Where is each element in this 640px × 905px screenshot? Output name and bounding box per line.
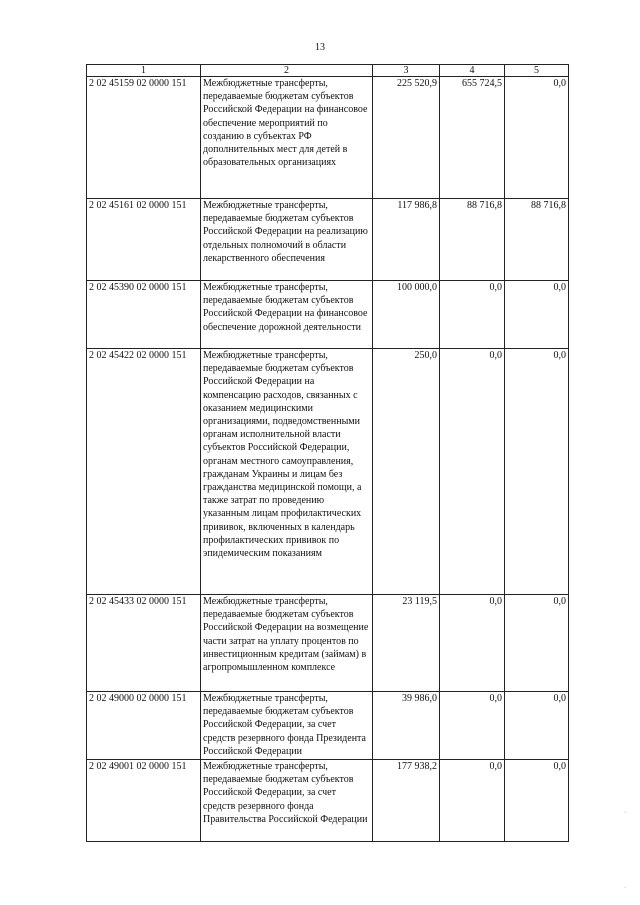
row-description: Межбюджетные трансферты, передаваемые бюджетам субъектов Российской Федерации, за счет средств резервного фонда Президента Российской Федерации: [201, 692, 373, 760]
value-col4: 0,0: [440, 349, 505, 595]
value-col4: 0,0: [440, 281, 505, 349]
value-col4: 655 724,5: [440, 77, 505, 199]
scan-artifact: ·: [624, 885, 626, 891]
column-header: 2: [201, 65, 373, 77]
table-row: [87, 199, 569, 281]
value-col4: 0,0: [440, 760, 505, 842]
value-col5: 0,0: [505, 281, 569, 349]
budget-code: 2 02 49001 02 0000 151: [87, 760, 201, 842]
budget-code: 2 02 45433 02 0000 151: [87, 595, 201, 692]
row-description: Межбюджетные трансферты, передаваемые бюджетам субъектов Российской Федерации на реализацию отдельных полномочий в области лекарственного обеспечения: [201, 199, 373, 281]
budget-code: 2 02 45161 02 0000 151: [87, 199, 201, 281]
value-col3: 39 986,0: [373, 692, 440, 760]
value-col3: 100 000,0: [373, 281, 440, 349]
budget-code: 2 02 49000 02 0000 151: [87, 692, 201, 760]
value-col3: 117 986,8: [373, 199, 440, 281]
value-col3: 23 119,5: [373, 595, 440, 692]
budget-table: [86, 64, 569, 842]
row-description: Межбюджетные трансферты, передаваемые бюджетам субъектов Российской Федерации на финансовое обеспечение дорожной деятельности: [201, 281, 373, 349]
table-row: [87, 281, 569, 349]
value-col4: 88 716,8: [440, 199, 505, 281]
table-row: [87, 692, 569, 760]
column-header: 5: [505, 65, 569, 77]
row-description: Межбюджетные трансферты, передаваемые бюджетам субъектов Российской Федерации на возмещение части затрат на уплату процентов по инвестиционным кредитам (займам) в агропромышленном комплексе: [201, 595, 373, 692]
column-header: 3: [373, 65, 440, 77]
column-header: 1: [87, 65, 201, 77]
row-description: Межбюджетные трансферты, передаваемые бюджетам субъектов Российской Федерации на компенсацию расходов, связанных с оказанием медицинскими организациями, подведомственными органам исполнительной власти субъектов Российской Федерации, органам местного самоуправления, гражданам Украины и лицам без гражданства медицинской помощи, а также затрат по проведению указанным лицам профилактических прививок, включенных в календарь профилактических прививок по эпидемическим показаниям: [201, 349, 373, 595]
value-col3: 225 520,9: [373, 77, 440, 199]
budget-code: 2 02 45159 02 0000 151: [87, 77, 201, 199]
value-col3: 250,0: [373, 349, 440, 595]
value-col5: 0,0: [505, 77, 569, 199]
value-col5: 88 716,8: [505, 199, 569, 281]
scan-artifact: ·: [624, 810, 626, 816]
value-col3: 177 938,2: [373, 760, 440, 842]
value-col5: 0,0: [505, 595, 569, 692]
table-row: [87, 77, 569, 199]
value-col5: 0,0: [505, 692, 569, 760]
value-col4: 0,0: [440, 692, 505, 760]
row-description: Межбюджетные трансферты, передаваемые бюджетам субъектов Российской Федерации на финансовое обеспечение мероприятий по созданию в субъектах РФ дополнительных мест для детей в образовательных организациях: [201, 77, 373, 199]
budget-code: 2 02 45422 02 0000 151: [87, 349, 201, 595]
value-col5: 0,0: [505, 760, 569, 842]
budget-code: 2 02 45390 02 0000 151: [87, 281, 201, 349]
table-row: [87, 760, 569, 842]
value-col4: 0,0: [440, 595, 505, 692]
value-col5: 0,0: [505, 349, 569, 595]
table-row: [87, 349, 569, 595]
page-number: 13: [315, 42, 325, 53]
column-header: 4: [440, 65, 505, 77]
table-row: [87, 595, 569, 692]
row-description: Межбюджетные трансферты, передаваемые бюджетам субъектов Российской Федерации, за счет средств резервного фонда Правительства Российской Федерации: [201, 760, 373, 842]
header-row: [87, 65, 569, 77]
